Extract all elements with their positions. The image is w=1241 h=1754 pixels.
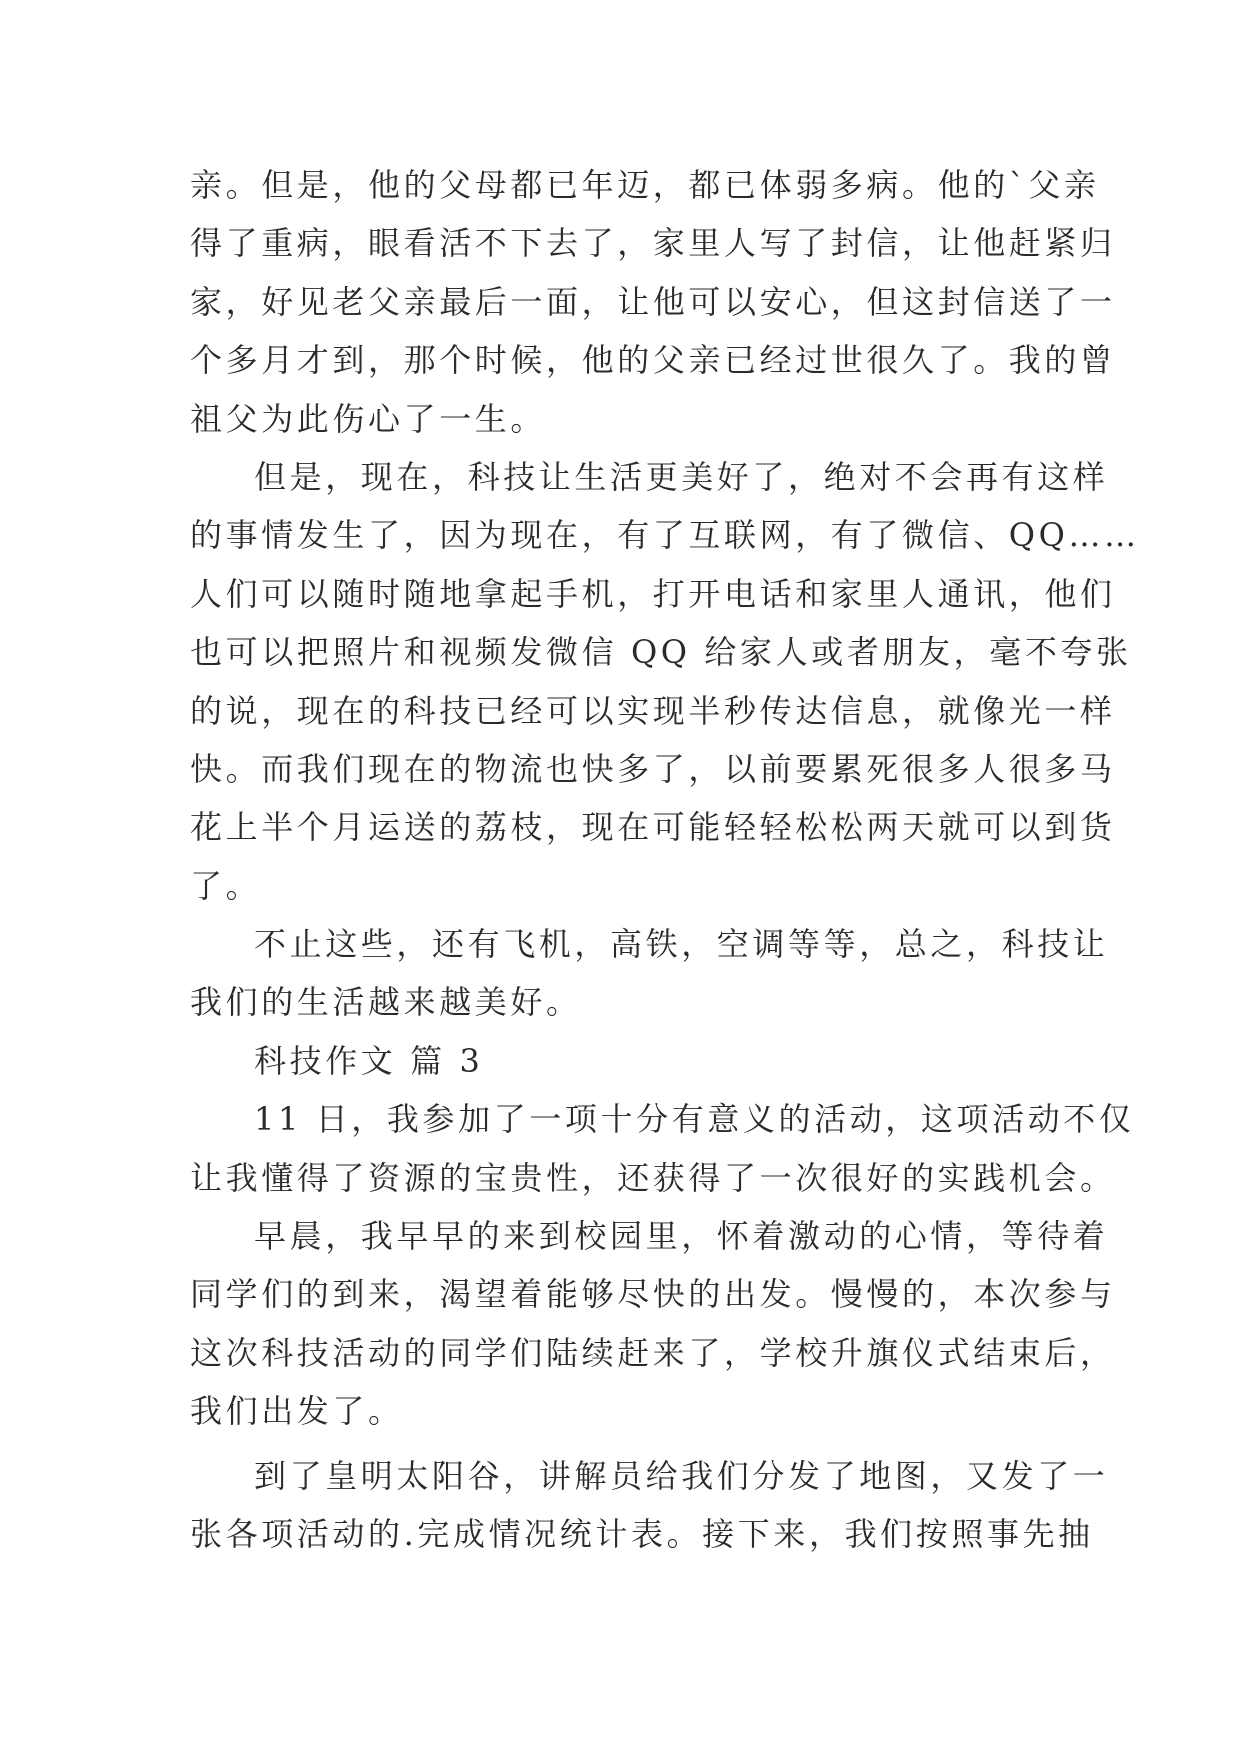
text-line: 也可以把照片和视频发微信 QQ 给家人或者朋友，毫不夸张 (190, 633, 1132, 672)
text-line: 快。而我们现在的物流也快多了，以前要累死很多人很多马 (190, 749, 1116, 788)
text-line: 人们可以随时随地拿起手机，打开电话和家里人通讯，他们 (190, 574, 1116, 613)
section-heading: 科技作文 篇 3 (254, 1041, 484, 1080)
text-line: 得了重病，眼看活不下去了，家里人写了封信，让他赶紧归 (190, 224, 1116, 263)
text-line: 同学们的到来，渴望着能够尽快的出发。慢慢的，本次参与 (190, 1275, 1116, 1314)
text-line: 不止这些，还有飞机，高铁，空调等等，总之，科技让 (254, 925, 1109, 964)
text-line: 早晨，我早早的来到校园里，怀着激动的心情，等待着 (254, 1217, 1109, 1256)
text-line: 让我懂得了资源的宝贵性，还获得了一次很好的实践机会。 (190, 1158, 1116, 1197)
text-line: 花上半个月运送的荔枝，现在可能轻轻松松两天就可以到货 (190, 808, 1116, 847)
text-line: 到了皇明太阳谷，讲解员给我们分发了地图，又发了一 (254, 1456, 1109, 1495)
text-line: 亲。但是，他的父母都已年迈，都已体弱多病。他的`父亲 (190, 166, 1100, 204)
text-line: 11 日，我参加了一项十分有意义的活动，这项活动不仅 (254, 1100, 1135, 1139)
text-line: 家，好见老父亲最后一面，让他可以安心，但这封信送了一 (190, 282, 1116, 321)
text-line: 个多月才到，那个时候，他的父亲已经过世很久了。我的曾 (190, 341, 1116, 380)
text-line: 的说，现在的科技已经可以实现半秒传达信息，就像光一样 (190, 691, 1116, 730)
text-line: 祖父为此伤心了一生。 (190, 399, 547, 438)
body-text (190, 156, 1140, 1563)
text-line: 我们出发了。 (190, 1392, 404, 1431)
text-line: 但是，现在，科技让生活更美好了，绝对不会再有这样 (254, 457, 1109, 496)
text-line: 了。 (190, 866, 262, 905)
text-line: 我们的生活越来越美好。 (190, 983, 582, 1022)
text-line: 张各项活动的.完成情况统计表。接下来，我们按照事先抽 (190, 1514, 1094, 1553)
text-line: 这次科技活动的同学们陆续赶来了，学校升旗仪式结束后， (190, 1333, 1116, 1372)
text-line: 的事情发生了，因为现在，有了互联网，有了微信、QQ…… (190, 516, 1140, 555)
